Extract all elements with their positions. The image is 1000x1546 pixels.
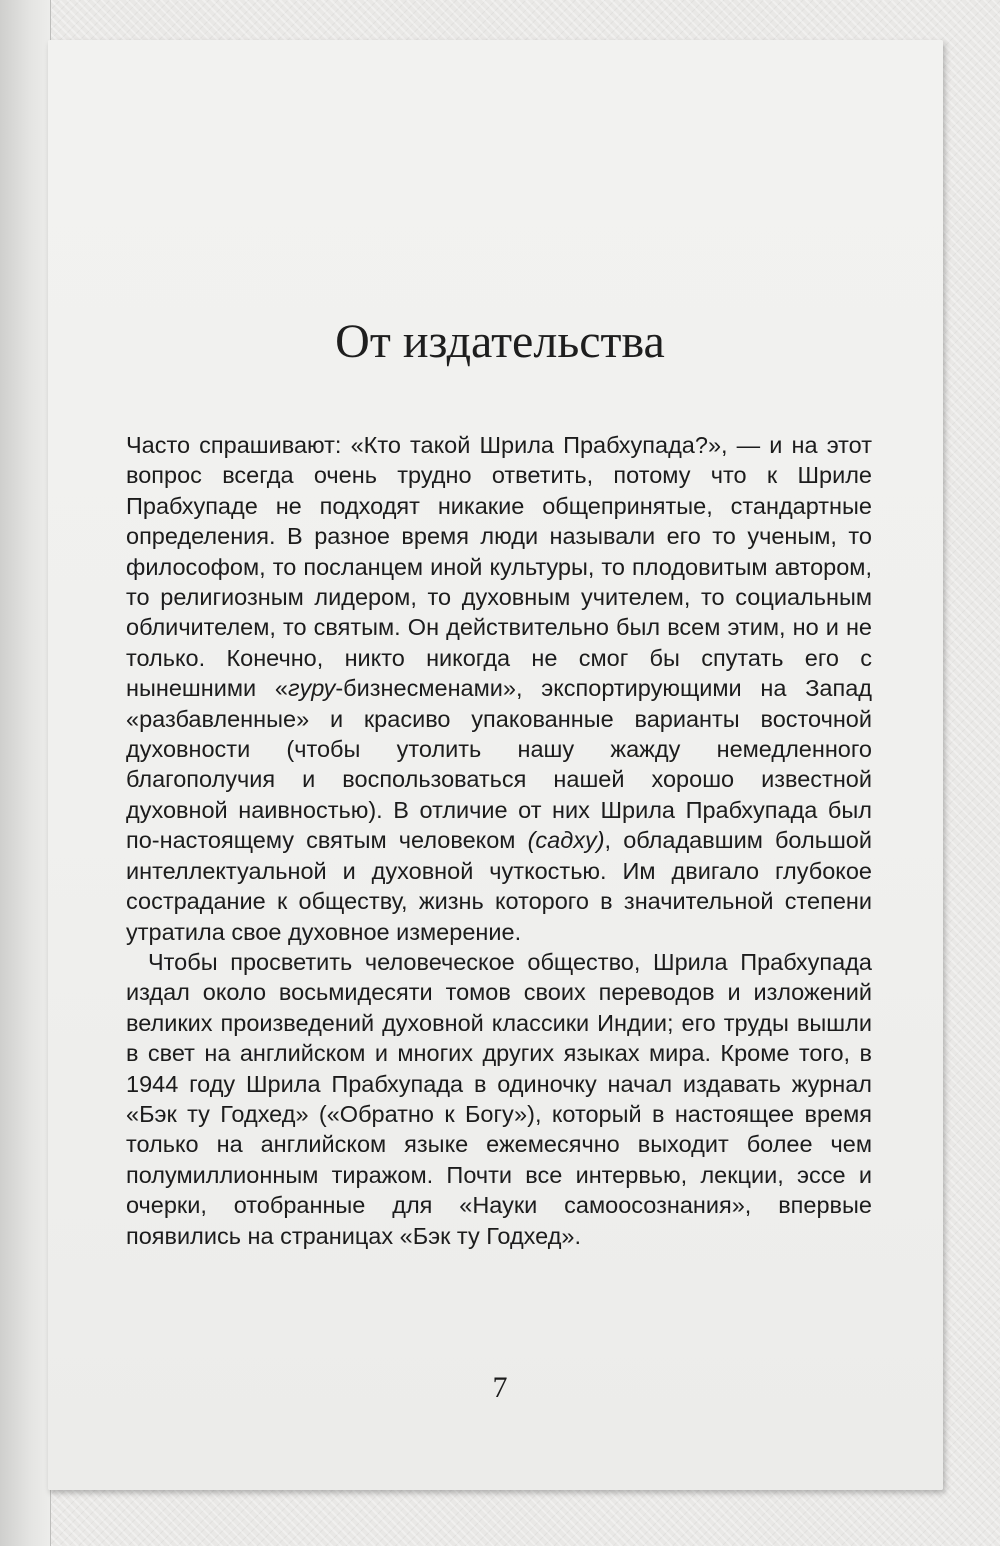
body-text (126, 430, 872, 1251)
paragraph-2: Чтобы просветить человеческое общество, Шрила Прабхупада издал около восьмидесяти томов своих переводов и изложений великих произведений духовной классики Индии; его труды вышли в свет на английском и многих других языках мира. Кроме того, в 1944 году Шрила Прабхупада в одиночку начал издавать журнал «Бэк ту Годхед» («Обратно к Богу»), который в настоящее время только на английском языке ежемесячно выходит более чем полумиллионным тиражом. Почти все интервью, лекции, эссе и очерки, отобранные для «Науки самоосознания», впервые появились на страницах «Бэк ту Годхед». (126, 948, 872, 1249)
paragraph-1: Часто спрашивают: «Кто такой Шрила Прабхупада?», — и на этот вопрос всегда очень трудно ответить, потому что к Шриле Прабхупаде не подходят никакие общепринятые, стандартные определения. В разное время люди называли его то ученым, то философом, то посланцем иной культуры, то плодовитым автором, то религиозным лидером, то духовным учителем, то социальным обличителем, то святым. Он действительно был всем этим, но и не только. Конечно, никто никогда не смог бы спутать его с нынешними «гуру-бизнесменами», экспортирующими на Запад «разбавленные» и красиво упакованные варианты восточной духовности (чтобы утолить нашу жажду немедленного благополучия и воспользоваться нашей хорошо известной духовной наивностью). В отличие от них Шрила Прабхупада был по-настоящему святым человеком (садху), обладавшим большой интеллектуальной и духовной чуткостью. Им двигало глубокое сострадание к обществу, жизнь которого в значительной степени утратила свое духовное измерение. (126, 432, 872, 945)
page-spine (0, 0, 51, 1546)
page-number: 7 (492, 1371, 508, 1404)
page-title: От издательства (335, 315, 665, 369)
